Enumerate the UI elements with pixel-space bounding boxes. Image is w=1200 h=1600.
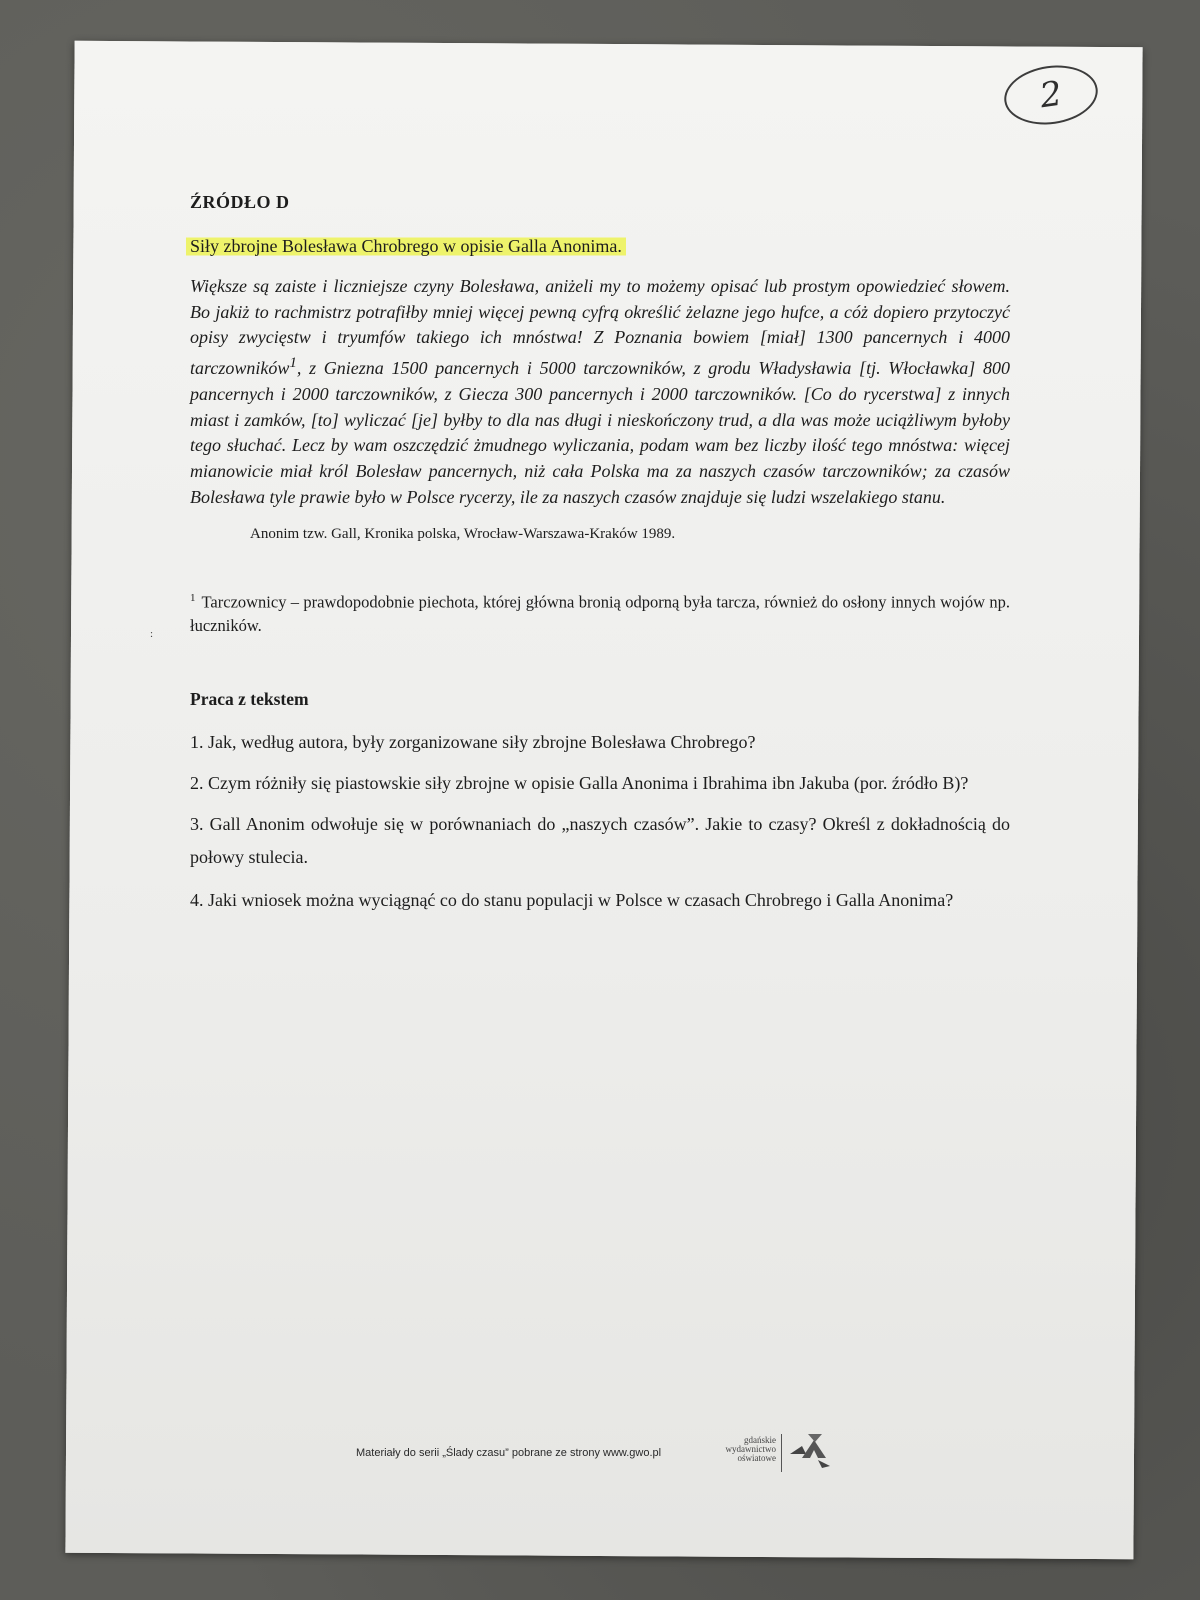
question-3: 3. Gall Anonim odwołuje się w porównaniach do „naszych czasów”. Jakie to czasy? Określ z dokładnością do połowy stulecia. — [190, 813, 1010, 867]
footnote-text: Tarczownicy – prawdopodobnie piechota, której główna bronią odporną była tarcza, również do osłony innych wojów np. łuczników. — [190, 592, 1010, 635]
quote-part-2: , z Gniezna 1500 pancernych i 5000 tarczowników, z grodu Władysławia [tj. Włocławka] 800 pancernych i 2000 tarczowników, z Giecza 300 pancernych i 2000 tarczowników. [Co do rycerstwa] z innych miast i zamków, [to] wyliczać [je] byłby to dla nas długi i nieskończony trud, a dla was może uciążliwym byłoby tego słuchać. Lecz by wam oszczędzić żmudnego wyliczania, podam wam bez liczby ilość tego mnóstwa: więcej mianowicie miał król Bolesław pancernych, niż cała Polska ma za naszych czasów tarczowników; za czasów Bolesława tyle prawie było w Polsce rycerzy, ile za naszych czasów znajduje się ludzi wszelakiego stanu. — [190, 358, 1010, 507]
question-4: 4. Jaki wniosek można wyciągnąć co do stanu populacji w Polsce w czasach Chrobrego i Galla Anonima? — [190, 889, 954, 910]
section-heading: Praca z tekstem — [190, 688, 309, 709]
document-content — [190, 192, 1010, 920]
source-label: ŹRÓDŁO D — [190, 192, 290, 212]
handwritten-page-number: 2 — [1000, 60, 1101, 131]
citation: Anonim tzw. Gall, Kronika polska, Wrocław-Warszawa-Kraków 1989. — [250, 526, 676, 543]
publisher-name — [712, 1436, 776, 1463]
publisher-line-3: oświatowe — [737, 1453, 776, 1463]
margin-mark: : — [150, 628, 154, 640]
quote-part-1: Większe są zaiste i liczniejsze czyny Bolesława, aniżeli my to możemy opisać lub prostym opowiedzieć słowem. Bo jakiż to rachmistrz potrafiłby mniej więcej pewną cyfrą określić żelazne jego hufce, a cóż dopiero przytoczyć opisy zwycięstw i tryumfów takiego ich mnóstwa! Z Poznania bowiem [miał] 1300 pancernych i 4000 tarczowników — [190, 276, 1010, 379]
source-quote — [190, 274, 1010, 510]
gwo-logo-icon — [788, 1428, 832, 1472]
question-1: 1. Jak, według autora, były zorganizowane siły zbrojne Bolesława Chrobrego? — [190, 731, 756, 752]
publisher-line-2: wydawnictwo — [725, 1444, 776, 1454]
source-title: Siły zbrojne Bolesława Chrobrego w opisie Galla Anonima. — [186, 235, 626, 258]
footnote — [190, 587, 1010, 637]
footer-note: Materiały do serii „Ślady czasu” pobrane ze strony www.gwo.pl — [356, 1447, 662, 1459]
question-2: 2. Czym różniły się piastowskie siły zbrojne w opisie Galla Anonima i Ibrahima ibn Jakuba (por. źródło B)? — [190, 772, 969, 793]
footnote-marker: 1 — [190, 592, 196, 605]
publisher-line-1: gdańskie — [744, 1435, 776, 1445]
footnote-reference: 1 — [289, 355, 297, 372]
publisher-divider — [781, 1434, 782, 1472]
